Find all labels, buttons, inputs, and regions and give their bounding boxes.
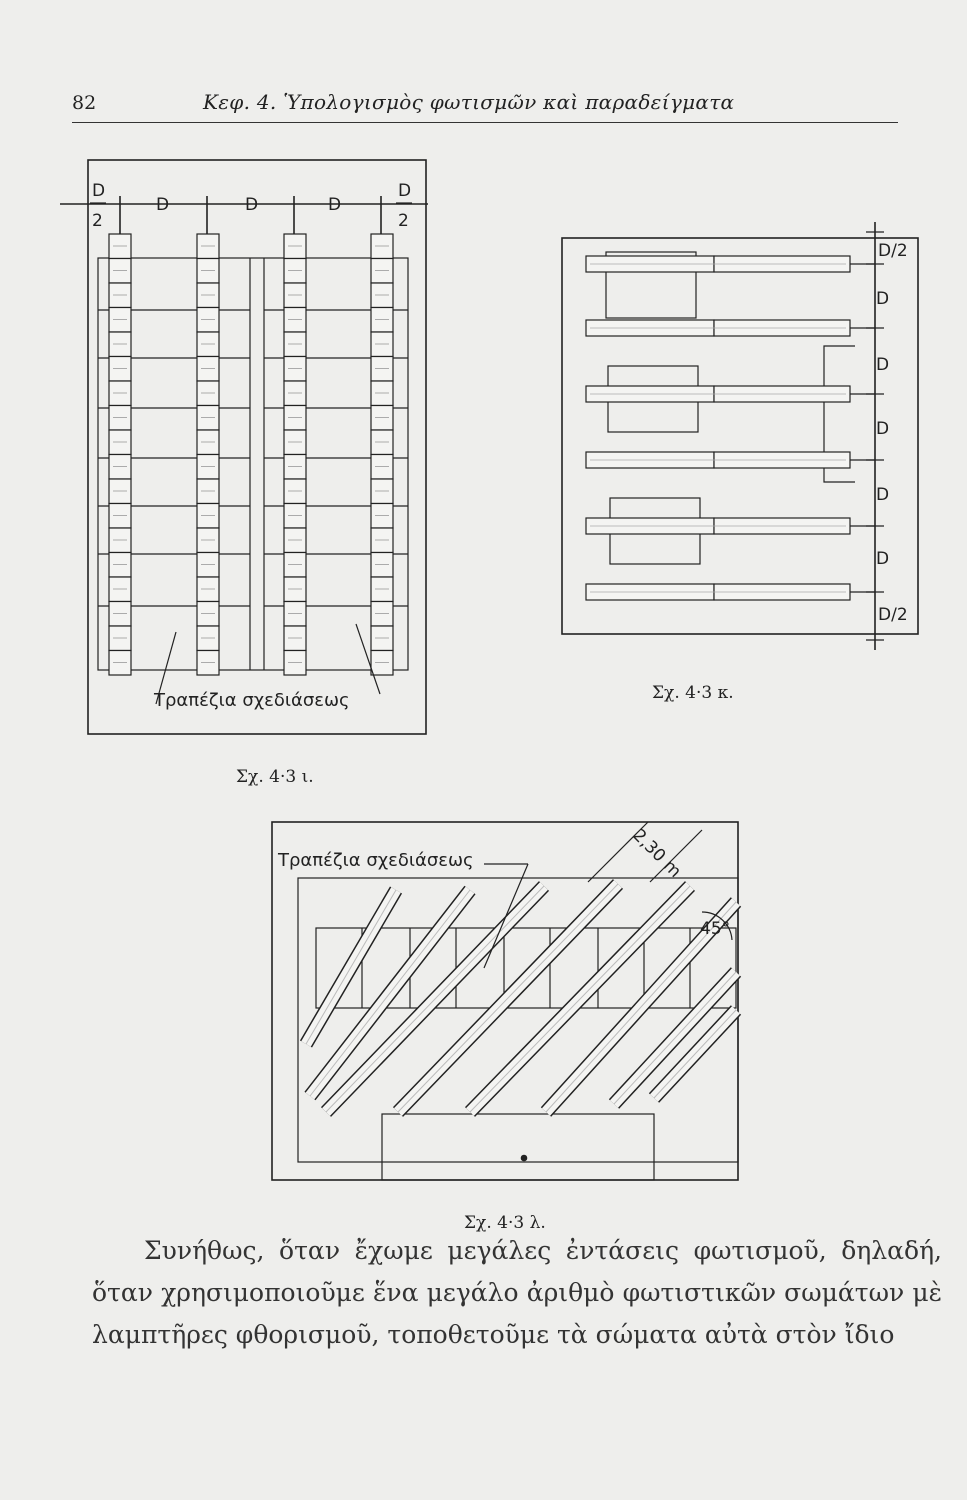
figure-l-spacing-label: 2,30 m — [628, 825, 685, 882]
figure-k-dim-label: D — [876, 289, 890, 309]
figure-i-label: Τραπέζια σχεδιάσεως — [154, 690, 350, 711]
figure-k-room-outline — [562, 238, 918, 634]
figure-k-dim-label: D — [876, 419, 890, 439]
figure-l-angle-label: 45° — [700, 919, 731, 939]
figure-k-dim-label: D — [876, 485, 890, 505]
figure-i-dim-label: D — [92, 181, 106, 201]
figure-l-lower-desk — [382, 1114, 654, 1180]
figure-i-dim-label: 2 — [398, 211, 409, 231]
figure-i-lamp-column — [371, 234, 393, 675]
figure-i-dim-label: D — [398, 181, 412, 201]
body-text — [92, 1230, 942, 1356]
figure-i-dim-label: D — [156, 195, 170, 215]
page-number: 82 — [72, 92, 97, 114]
figure-k-lamp-row — [586, 518, 875, 534]
figure-k-dim-label: D — [876, 549, 890, 569]
figure-k-lamp-row — [586, 584, 875, 600]
figure-i-caption: Σχ. 4·3 ι. — [236, 767, 314, 787]
figure-i-dim-label: D — [245, 195, 259, 215]
figure-l-label: Τραπέζια σχεδιάσεως — [278, 850, 474, 871]
figure-k-dim-label: D/2 — [878, 241, 908, 261]
figure-i-lamp-column — [284, 234, 306, 675]
figure-i — [60, 160, 428, 734]
figure-k-lamp-row — [586, 256, 875, 272]
figure-i-desk-area — [98, 258, 408, 670]
figure-k-dim-label: D/2 — [878, 605, 908, 625]
figure-k-lamp-row — [586, 320, 875, 336]
figure-k — [562, 222, 918, 650]
figure-i-dim-label: 2 — [92, 211, 103, 231]
figure-i-dim-label: D — [328, 195, 342, 215]
body-paragraph: Συνήθως, ὅταν ἔχωμε μεγάλες ἐντάσεις φωτισμοῦ, δηλαδή, ὅταν χρησιμοποιοῦμε ἕνα μεγάλο ἀριθμὸ φωτιστικῶν σωμάτων μὲ λαμπτῆρες φθορισμοῦ, τοποθετοῦμε τὰ σώματα αὐτὰ στὸν ἴδιο — [92, 1236, 942, 1349]
figure-k-dim-label: D — [876, 355, 890, 375]
figure-i-lamp-column — [109, 234, 131, 675]
figure-l-caption: Σχ. 4·3 λ. — [464, 1213, 546, 1233]
figure-k-caption: Σχ. 4·3 κ. — [652, 683, 734, 703]
running-head: Κεφ. 4. Ὑπολογισμὸς φωτισμῶν καὶ παραδείγματα — [203, 90, 735, 114]
figure-k-lamp-row — [586, 386, 875, 402]
figure-l-lamp — [306, 890, 396, 1044]
figure-k-lamp-row — [586, 452, 875, 468]
figure-i-lamp-column — [197, 234, 219, 675]
